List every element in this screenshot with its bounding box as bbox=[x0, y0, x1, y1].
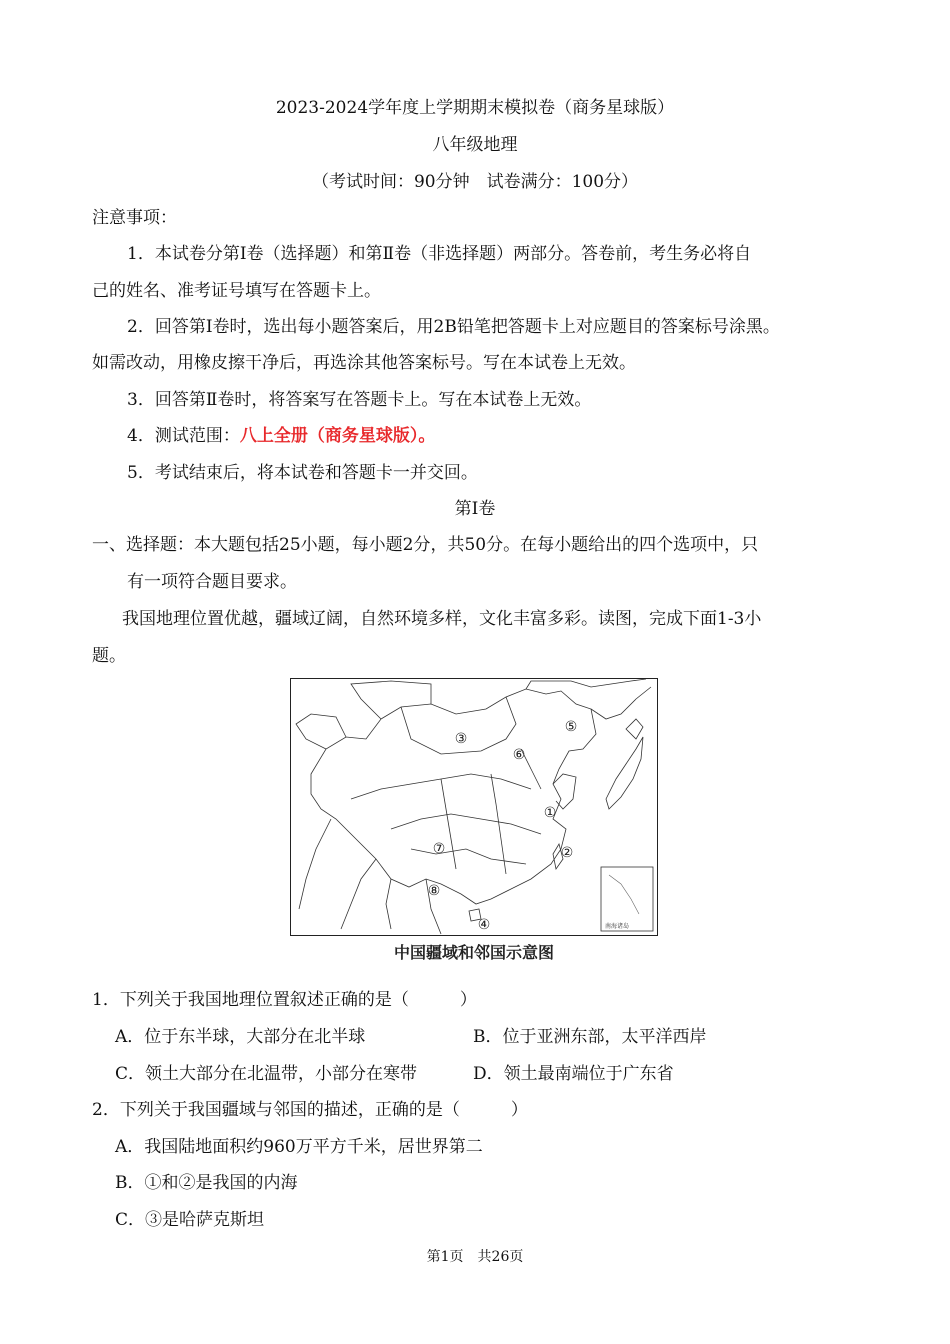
map-label-5: ⑤ bbox=[564, 719, 578, 735]
notice-item-2-line-1: 2．回答第Ⅰ卷时，选出每小题答案后，用2B铅笔把答题卡上对应题目的答案标号涂黑。 bbox=[127, 317, 780, 337]
map-label-7: ⑦ bbox=[432, 841, 446, 857]
intro-line-2: 题。 bbox=[92, 646, 126, 666]
notice-item-1-line-1: 1．本试卷分第Ⅰ卷（选择题）和第Ⅱ卷（非选择题）两部分。答卷前，考生务必将自 bbox=[127, 244, 752, 264]
notice-item-2-line-2: 如需改动，用橡皮擦干净后，再选涂其他答案标号。写在本试卷上无效。 bbox=[92, 353, 636, 373]
notice-item-3: 3．回答第Ⅱ卷时，将答案写在答题卡上。写在本试卷上无效。 bbox=[127, 390, 592, 410]
notice-heading: 注意事项： bbox=[92, 208, 177, 228]
question-1-option-d: D．领土最南端位于广东省 bbox=[473, 1064, 674, 1084]
map-label-6: ⑥ bbox=[512, 747, 526, 763]
volume-title: 第Ⅰ卷 bbox=[454, 499, 496, 519]
intro-line-1: 我国地理位置优越，疆域辽阔，自然环境多样，文化丰富多彩。读图，完成下面1-3小 bbox=[122, 609, 762, 629]
section-instructions-line-1: 一、选择题：本大题包括25小题，每小题2分，共50分。在每小题给出的四个选项中，只 bbox=[92, 535, 759, 555]
map-label-8: ⑧ bbox=[427, 883, 441, 899]
test-scope: 八上全册（商务星球版）。 bbox=[239, 426, 436, 446]
china-map-figure bbox=[290, 678, 658, 936]
question-2-stem: 2．下列关于我国疆域与邻国的描述，正确的是（ ） bbox=[92, 1100, 528, 1120]
question-1-option-c: C．领土大部分在北温带，小部分在寒带 bbox=[115, 1064, 418, 1084]
notice-item-5: 5．考试结束后，将本试卷和答题卡一并交回。 bbox=[127, 463, 478, 483]
map-label-1: ① bbox=[543, 805, 557, 821]
map-label-3: ③ bbox=[454, 731, 468, 747]
exam-info: （考试时间：90分钟 试卷满分：100分） bbox=[311, 172, 639, 192]
question-1-option-b: B．位于亚洲东部，太平洋西岸 bbox=[473, 1027, 707, 1047]
notice-item-4-prefix: 4．测试范围： bbox=[127, 426, 240, 446]
question-1-option-a: A．位于东半球，大部分在北半球 bbox=[115, 1027, 366, 1047]
map-label-2: ② bbox=[560, 845, 574, 861]
page-footer: 第1页 共26页 bbox=[426, 1249, 524, 1265]
exam-subtitle: 八年级地理 bbox=[432, 135, 518, 155]
section-instructions-line-2: 有一项符合题目要求。 bbox=[127, 572, 297, 592]
map-image bbox=[291, 679, 657, 935]
exam-title: 2023-2024学年度上学期期末模拟卷（商务星球版） bbox=[275, 98, 675, 118]
map-label-4: ④ bbox=[477, 917, 491, 933]
question-2-option-c: C．③是哈萨克斯坦 bbox=[115, 1210, 265, 1230]
question-2-option-b: B．①和②是我国的内海 bbox=[115, 1173, 298, 1193]
map-caption: 中国疆域和邻国示意图 bbox=[393, 943, 554, 962]
notice-item-1-line-2: 己的姓名、准考证号填写在答题卡上。 bbox=[92, 281, 381, 301]
inset-label: 南海诸岛 bbox=[605, 923, 630, 930]
question-1-stem: 1．下列关于我国地理位置叙述正确的是（ ） bbox=[92, 990, 477, 1010]
notice-item-4 bbox=[127, 424, 435, 448]
question-2-option-a: A．我国陆地面积约960万平方千米，居世界第二 bbox=[115, 1137, 483, 1157]
